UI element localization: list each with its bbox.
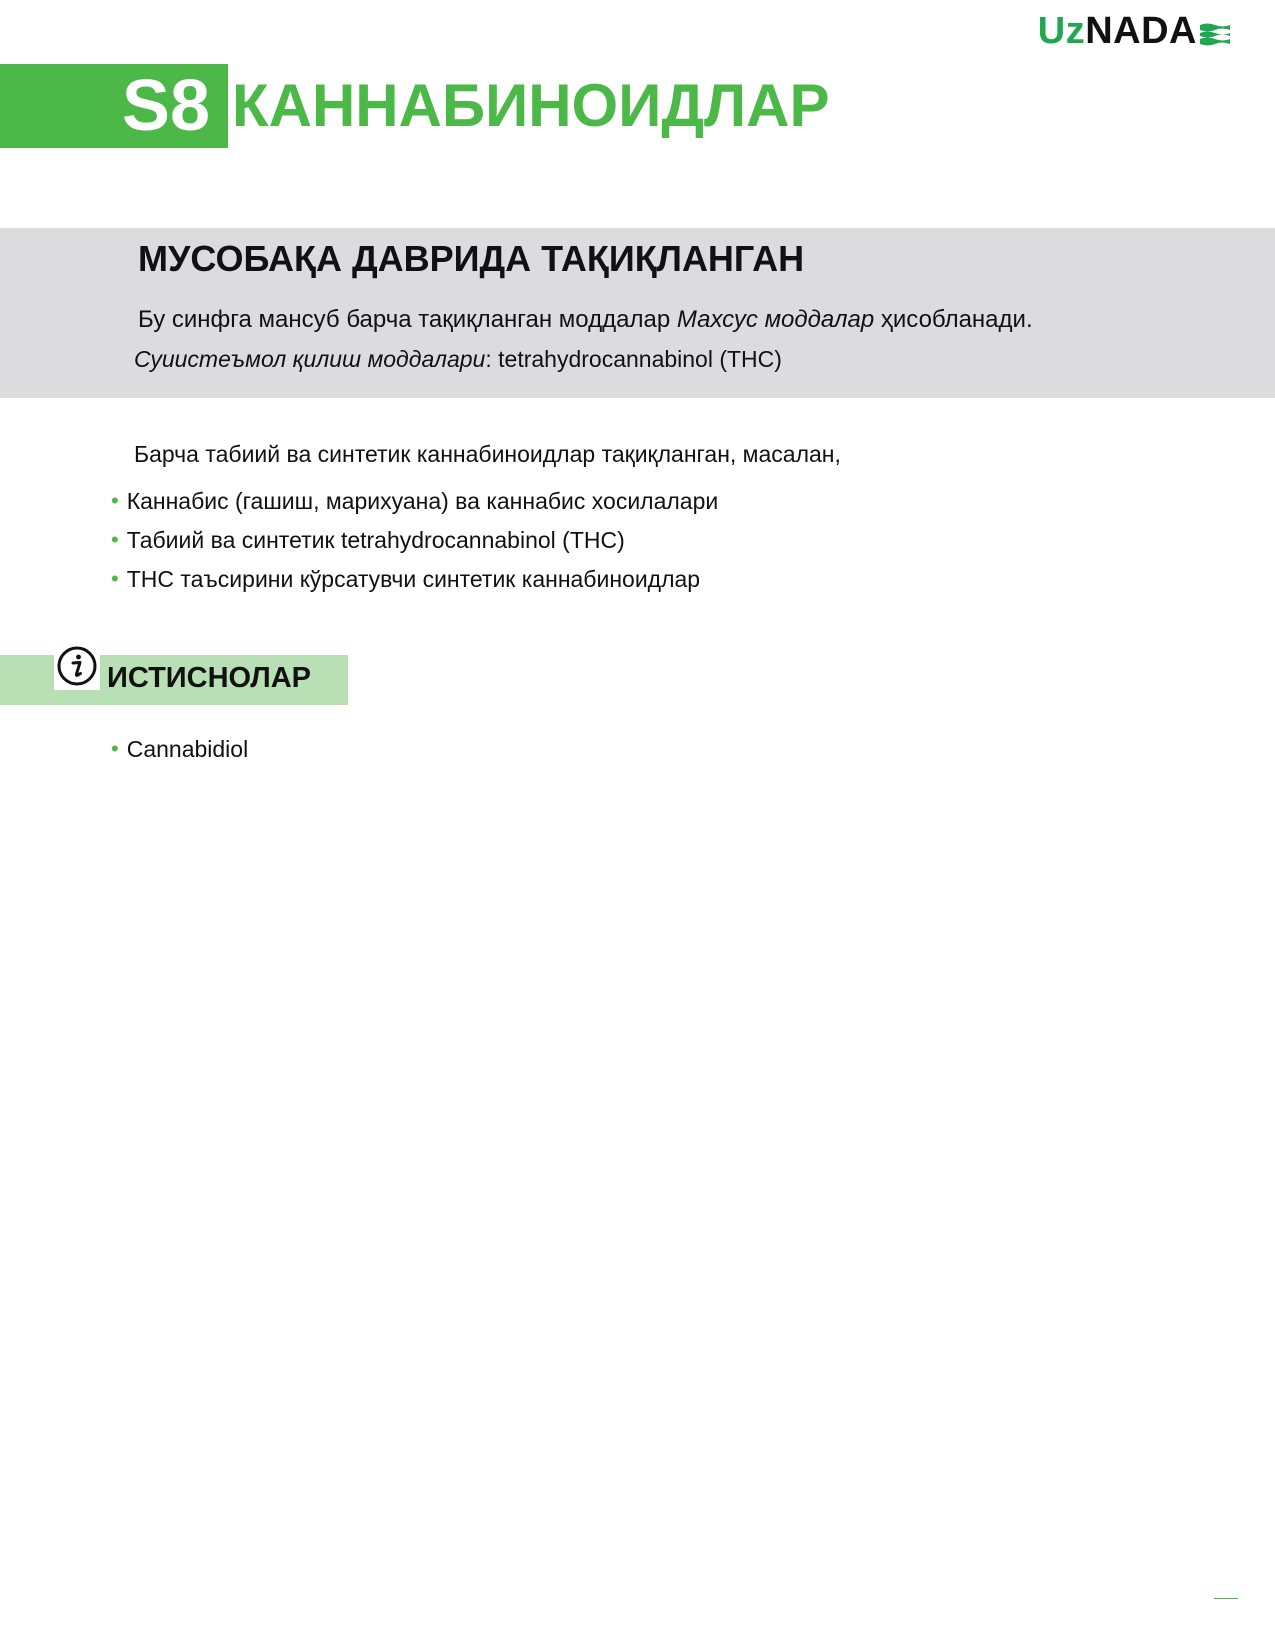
banner-line1-pre: Бу синфга мансуб барча тақиқланган моддалар <box>138 306 677 333</box>
banner-line2-em: Суиистеъмол қилиш моддалари <box>134 346 486 372</box>
banner-line2-post: : tetrahydrocannabinol (THC) <box>485 346 782 372</box>
section-title: КАННАБИНОИДЛАР <box>232 72 830 139</box>
list-item-text: Cannabidiol <box>126 736 249 762</box>
list-item <box>111 566 718 605</box>
info-icon <box>54 644 100 690</box>
banner-line1-em: Махсус моддалар <box>676 306 875 333</box>
bullet-icon: • <box>111 527 119 552</box>
bullet-icon: • <box>111 488 119 513</box>
list-item-text: Табиий ва синтетик tetrahydrocannabinol (THC) <box>126 527 625 553</box>
exceptions-list <box>111 736 248 763</box>
intro-text: Барча табиий ва синтетик каннабиноидлар тақиқланган, масалан, <box>134 441 841 467</box>
flag-icon <box>1200 22 1230 46</box>
banner-specified-note <box>138 306 1033 334</box>
list-item-text: Каннабис (гашиш, марихуана) ва каннабис хосилалари <box>126 488 719 514</box>
section-header <box>0 64 830 148</box>
list-item <box>111 527 718 566</box>
banner-abuse-note <box>134 346 782 373</box>
page-corner-divider <box>1214 1598 1238 1599</box>
section-code: S8 <box>121 66 210 146</box>
bullet-icon: • <box>111 566 119 591</box>
list-item-text: THC таъсирини кўрсатувчи синтетик каннабиноидлар <box>126 566 701 592</box>
banner-line1-post: ҳисобланади. <box>874 306 1033 333</box>
section-code-box <box>0 64 228 148</box>
uznada-logo <box>1038 10 1230 53</box>
bullet-icon: • <box>111 736 119 761</box>
list-item <box>111 488 718 527</box>
logo-nada-text: NADA <box>1085 10 1197 52</box>
banner-heading: МУСОБАҚА ДАВРИДА ТАҚИҚЛАНГАН <box>138 238 805 279</box>
exceptions-title: ИСТИСНОЛАР <box>107 662 311 694</box>
list-item <box>111 736 248 763</box>
prohibited-banner <box>0 228 1275 398</box>
prohibited-list <box>111 488 718 605</box>
logo-uz-text: Uz <box>1037 10 1086 52</box>
